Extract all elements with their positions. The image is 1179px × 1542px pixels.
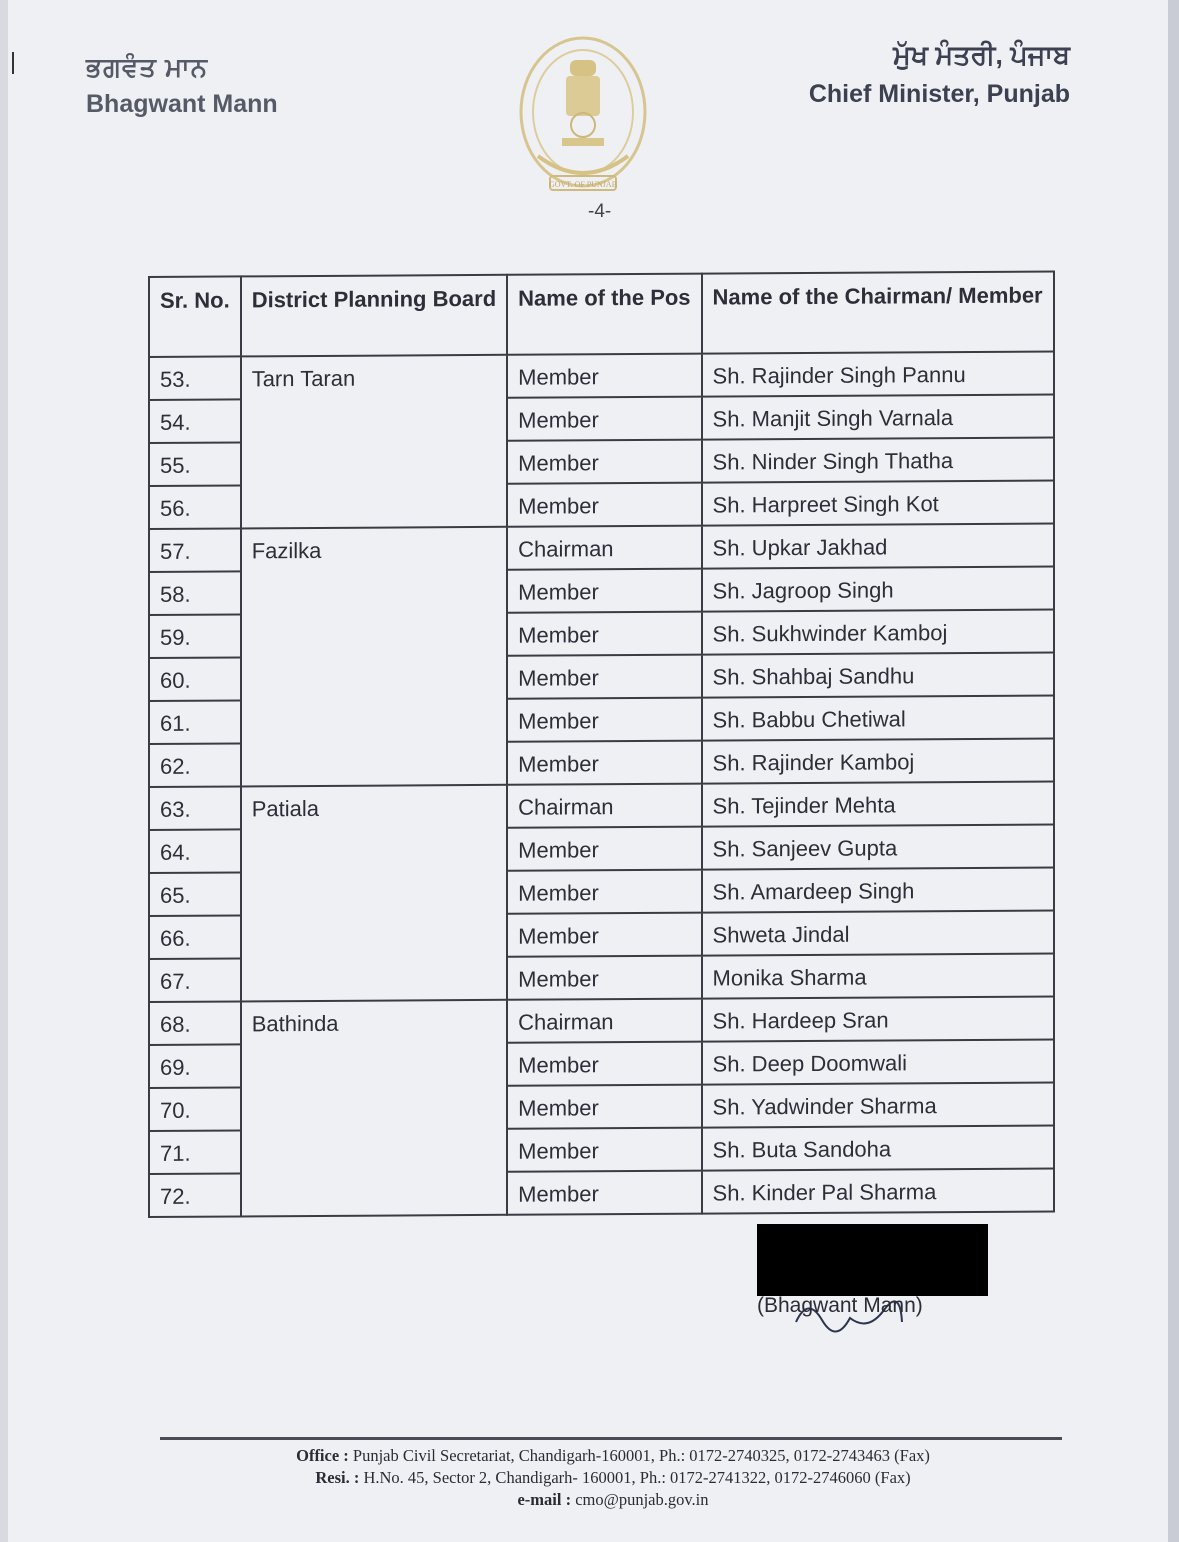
serial-number-cell: 70. (149, 1087, 241, 1131)
footer-office-text: Punjab Civil Secretariat, Chandigarh-160001, Ph.: 0172-2740325, 0172-2743463 (Fax) (352, 1446, 930, 1465)
district-cell: Tarn Taran (241, 355, 507, 529)
table-row (149, 351, 1054, 400)
district-cell: Patiala (241, 785, 507, 1002)
serial-number-cell: 61. (149, 700, 241, 744)
post-cell: Member (507, 440, 701, 484)
member-name-cell: Sh. Jagroop Singh (702, 566, 1054, 611)
page-number: -4- (588, 201, 612, 222)
letterhead-footer (168, 1445, 1058, 1511)
serial-number-cell: 66. (149, 915, 241, 959)
table-body (149, 351, 1054, 1217)
header-post: Name of the Pos (507, 274, 701, 355)
table-header-row (149, 271, 1054, 357)
member-name-cell: Sh. Kinder Pal Sharma (702, 1168, 1054, 1213)
member-name-cell: Sh. Rajinder Kamboj (702, 738, 1054, 783)
member-name-cell: Monika Sharma (702, 953, 1054, 998)
member-name-cell: Sh. Deep Doomwali (702, 1039, 1054, 1084)
state-emblem-seal (508, 30, 658, 202)
serial-number-cell: 69. (149, 1044, 241, 1088)
member-name-cell: Sh. Hardeep Sran (702, 996, 1054, 1041)
serial-number-cell: 62. (149, 743, 241, 787)
post-cell: Member (507, 870, 701, 914)
member-name-cell: Sh. Rajinder Singh Pannu (702, 351, 1054, 396)
post-cell: Member (507, 1085, 701, 1129)
serial-number-cell: 59. (149, 614, 241, 658)
table-row (149, 781, 1054, 830)
footer-email-text: cmo@punjab.gov.in (575, 1490, 709, 1509)
member-name-cell: Sh. Buta Sandoha (702, 1125, 1054, 1170)
serial-number-cell: 56. (149, 485, 241, 529)
serial-number-cell: 64. (149, 829, 241, 873)
footer-office-line (168, 1445, 1058, 1467)
table-row (149, 523, 1054, 572)
serial-number-cell: 67. (149, 958, 241, 1002)
emblem-text: GOVT. OF PUNJAB (548, 180, 618, 189)
footer-divider (160, 1437, 1062, 1440)
post-cell: Chairman (507, 784, 701, 828)
header-member-name: Name of the Chairman/ Member (702, 271, 1054, 353)
member-name-cell: Shweta Jindal (702, 910, 1054, 955)
footer-resi-text: H.No. 45, Sector 2, Chandigarh- 160001, Ph.: 0172-2741322, 0172-2746060 (Fax) (363, 1468, 911, 1487)
footer-resi-line (168, 1467, 1058, 1489)
letter-page (8, 0, 1168, 1542)
serial-number-cell: 57. (149, 528, 241, 572)
post-cell: Member (507, 1042, 701, 1086)
post-cell: Member (507, 913, 701, 957)
serial-number-cell: 55. (149, 442, 241, 486)
serial-number-cell: 60. (149, 657, 241, 701)
post-cell: Member (507, 1128, 701, 1172)
member-name-cell: Sh. Yadwinder Sharma (702, 1082, 1054, 1127)
serial-number-cell: 58. (149, 571, 241, 615)
footer-email-line (168, 1489, 1058, 1511)
post-cell: Member (507, 741, 701, 785)
name-punjabi: ਭਗਵੰਤ ਮਾਨ (86, 52, 208, 82)
header-district-board: District Planning Board (241, 275, 507, 357)
member-name-cell: Sh. Manjit Singh Varnala (702, 394, 1054, 439)
post-cell: Member (507, 698, 701, 742)
member-name-cell: Sh. Harpreet Singh Kot (702, 480, 1054, 525)
header-sr-no: Sr. No. (149, 276, 241, 357)
footer-office-label: Office : (296, 1446, 349, 1465)
member-name-cell: Sh. Babbu Chetiwal (702, 695, 1054, 740)
member-name-cell: Sh. Tejinder Mehta (702, 781, 1054, 826)
footer-email-label: e-mail : (517, 1490, 572, 1509)
member-name-cell: Sh. Ninder Singh Thatha (702, 437, 1054, 482)
serial-number-cell: 54. (149, 399, 241, 443)
post-cell: Member (507, 483, 701, 527)
post-cell: Member (507, 354, 701, 398)
post-cell: Member (507, 612, 701, 656)
redacted-signature (757, 1224, 988, 1296)
member-name-cell: Sh. Amardeep Singh (702, 867, 1054, 912)
serial-number-cell: 68. (149, 1001, 241, 1045)
post-cell: Member (507, 569, 701, 613)
footer-resi-label: Resi. : (315, 1468, 360, 1487)
serial-number-cell: 72. (149, 1173, 241, 1217)
letterhead-right (809, 40, 1070, 109)
planning-board-table (148, 270, 1055, 1218)
post-cell: Member (507, 827, 701, 871)
name-english: Bhagwant Mann (86, 90, 278, 118)
table-row (149, 996, 1054, 1045)
title-punjabi: ਮੁੱਖ ਮੰਤਰੀ, ਪੰਜਾਬ (893, 40, 1070, 70)
member-name-cell: Sh. Upkar Jakhad (702, 523, 1054, 568)
serial-number-cell: 53. (149, 356, 241, 400)
district-cell: Fazilka (241, 527, 507, 787)
member-name-cell: Sh. Sanjeev Gupta (702, 824, 1054, 869)
member-name-cell: Sh. Shahbaj Sandhu (702, 652, 1054, 697)
page-shadow-edge (1168, 0, 1179, 1542)
post-cell: Member (507, 397, 701, 441)
serial-number-cell: 65. (149, 872, 241, 916)
serial-number-cell: 63. (149, 786, 241, 830)
post-cell: Member (507, 956, 701, 1000)
letterhead-left (86, 52, 278, 119)
member-name-cell: Sh. Sukhwinder Kamboj (702, 609, 1054, 654)
serial-number-cell: 71. (149, 1130, 241, 1174)
page-edge-mark (12, 52, 14, 74)
post-cell: Chairman (507, 526, 701, 570)
signatory-name: (Bhagwant Mann) (757, 1294, 923, 1317)
title-english: Chief Minister, Punjab (808, 80, 1070, 108)
post-cell: Member (507, 1171, 701, 1215)
district-cell: Bathinda (241, 1000, 507, 1217)
post-cell: Chairman (507, 999, 701, 1043)
post-cell: Member (507, 655, 701, 699)
